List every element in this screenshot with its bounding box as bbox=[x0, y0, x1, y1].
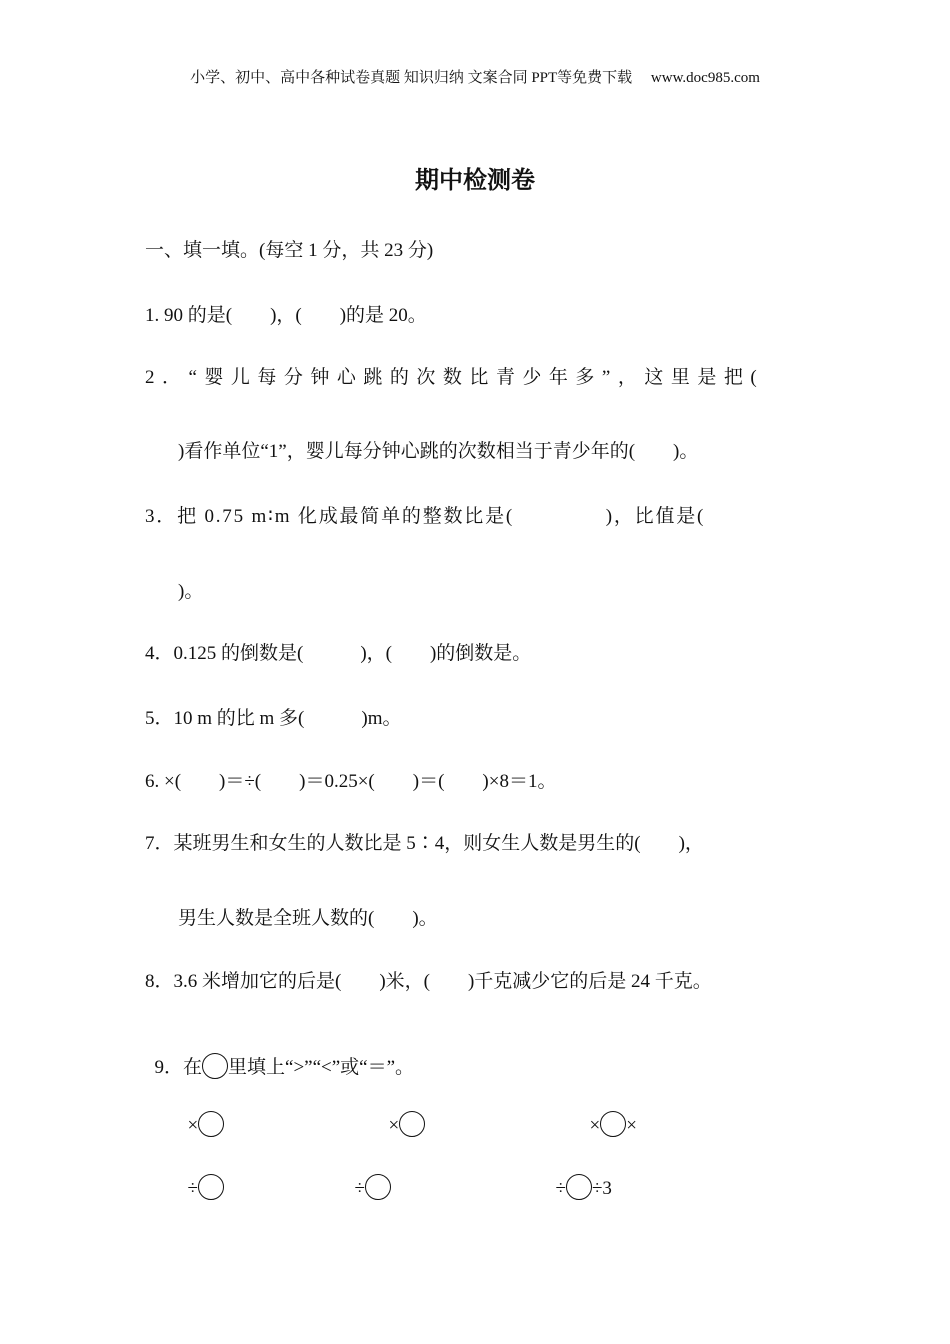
question-3-line-1: 3．把 0.75 m∶m 化成最简单的整数比是( )，比值是( bbox=[145, 506, 706, 527]
comparison-5-left: ÷ bbox=[354, 1178, 365, 1199]
comparison-6-left: ÷ bbox=[555, 1178, 566, 1199]
question-7-line-1: 7．某班男生和女生的人数比是 5∶4，则女生人数是男生的( )， bbox=[145, 833, 704, 854]
comparison-6-right: ÷3 bbox=[591, 1178, 612, 1199]
comparison-4-left: ÷ bbox=[187, 1178, 198, 1199]
comparison-3 bbox=[580, 1085, 637, 1139]
page-header: 小学、初中、高中各种试卷真题 知识归纳 文案合同 PPT等免费下载 www.doc985.com bbox=[190, 70, 760, 86]
question-6: 6. ×( )＝÷( )＝0.25×( )＝( )×8＝1。 bbox=[145, 771, 557, 792]
question-9-prefix: 9．在 bbox=[154, 1057, 203, 1078]
comparison-1 bbox=[178, 1085, 224, 1139]
question-9-suffix: 里填上“>”“<”或“＝”。 bbox=[228, 1057, 415, 1078]
comparison-5 bbox=[345, 1148, 391, 1202]
comparison-2-left: × bbox=[388, 1115, 400, 1136]
question-2-line-1-text: 2．“婴儿每分钟心跳的次数比青少年多”，这里是把( bbox=[145, 367, 765, 388]
section-heading: 一、填一填。(每空 1 分，共 23 分) bbox=[145, 240, 434, 261]
answer-circle-icon[interactable] bbox=[566, 1174, 592, 1200]
question-7-line-2: 男生人数是全班人数的( )。 bbox=[178, 908, 438, 929]
comparison-4 bbox=[178, 1148, 224, 1202]
question-2-line-2: )看作单位“1”，婴儿每分钟心跳的次数相当于青少年的( )。 bbox=[178, 441, 699, 462]
page-title: 期中检测卷 bbox=[415, 166, 535, 194]
question-2-line-1 bbox=[145, 365, 785, 391]
answer-circle-icon[interactable] bbox=[198, 1174, 224, 1200]
comparison-3-left: × bbox=[589, 1115, 601, 1136]
question-9 bbox=[145, 1027, 414, 1081]
answer-circle-icon[interactable] bbox=[399, 1111, 425, 1137]
answer-circle-icon[interactable] bbox=[198, 1111, 224, 1137]
question-8: 8．3.6 米增加它的后是( )米，( )千克减少它的后是 24 千克。 bbox=[145, 971, 712, 992]
question-5: 5．10 m 的比 m 多( )m。 bbox=[145, 708, 402, 729]
comparison-2 bbox=[379, 1085, 425, 1139]
question-1: 1. 90 的是( )，( )的是 20。 bbox=[145, 305, 427, 326]
answer-circle-icon[interactable] bbox=[600, 1111, 626, 1137]
question-4: 4．0.125 的倒数是( )，( )的倒数是。 bbox=[145, 643, 532, 664]
comparison-3-right: × bbox=[626, 1115, 637, 1136]
question-3-line-2: )。 bbox=[178, 581, 204, 602]
answer-circle-icon bbox=[202, 1053, 228, 1079]
comparison-6 bbox=[546, 1148, 612, 1202]
answer-circle-icon[interactable] bbox=[365, 1174, 391, 1200]
comparison-1-left: × bbox=[187, 1115, 199, 1136]
